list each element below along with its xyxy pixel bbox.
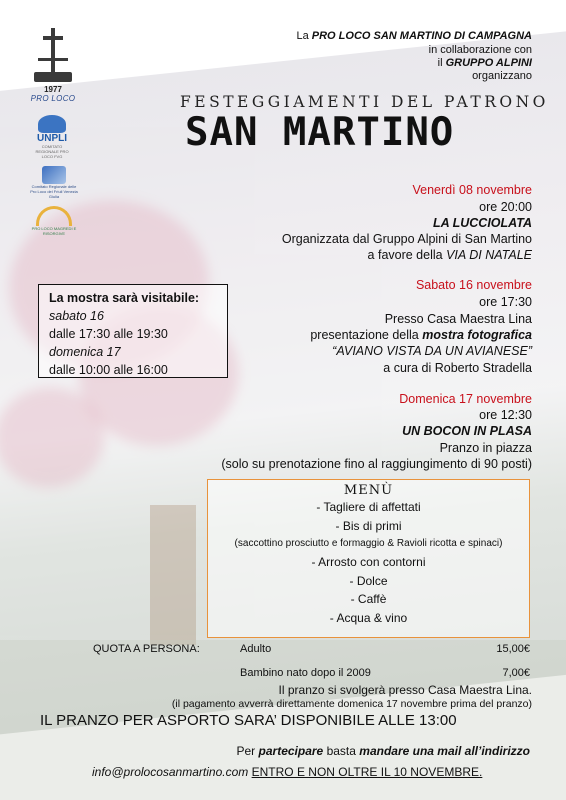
adult-price: 15,00€ [496, 643, 530, 655]
menu-title: MENÙ [343, 483, 394, 498]
day3-event-name: UN BOCON IN PLASA [402, 424, 532, 438]
menu-item: - Tagliere di affettati [316, 500, 421, 514]
contact-email[interactable]: info@prolocosanmartino.com [92, 765, 249, 779]
day3-time: ore 12:30 [479, 408, 532, 422]
day2-place: Presso Casa Maestra Lina [384, 312, 532, 326]
regional-committee-logo [30, 166, 78, 199]
exhibition-hours1: dalle 17:30 alle 19:30 [49, 327, 168, 341]
event-title: SAN MARTINO [185, 110, 455, 155]
magredi-logo [30, 206, 78, 236]
partner-line: il GRUPPO ALPINI [437, 57, 532, 69]
region-emblem-icon [42, 166, 66, 184]
price-label: QUOTA A PERSONA: [93, 643, 200, 655]
registration-deadline: ENTRO E NON OLTRE IL 10 NOVEMBRE. [251, 765, 483, 779]
adult-label: Adulto [240, 643, 272, 655]
day1-date: Venerdì 08 novembre [412, 183, 532, 197]
lunch-place-note: Il pranzo si svolgerà presso Casa Maestra Lina. [278, 683, 532, 697]
magredi-text: PRO LOCO MAGREDI E RISORGIVE [31, 226, 77, 236]
organizer-line: La PRO LOCO SAN MARTINO DI CAMPAGNA [296, 30, 532, 42]
menu-item: - Bis di primi [335, 518, 402, 533]
day3-booking-note: (solo su prenotazione fino al raggiungimento di 90 posti) [221, 457, 532, 471]
exhibition-hours2: dalle 10:00 alle 16:00 [49, 363, 168, 377]
menu-item: - Acqua & vino [329, 610, 408, 625]
unpli-name: UNPLI [37, 133, 67, 144]
day2-exhibit-title: “AVIANO VISTA DA UN AVIANESE” [332, 344, 532, 358]
day1-beneficiary: a favore della VIA DI NATALE [367, 248, 532, 262]
day2-date: Sabato 16 novembre [415, 278, 532, 292]
unpli-subtitle: COMITATO REGIONALE PRO LOCO FVG [35, 144, 69, 159]
exhibition-day2: domenica 17 [49, 345, 121, 359]
proloco-name: PRO LOCO [30, 94, 76, 103]
day1-event-name: LA LUCCIOLATA [432, 216, 532, 230]
day1-time: ore 20:00 [479, 200, 532, 214]
unpli-emblem-icon [38, 115, 66, 133]
organize-line: organizzano [472, 70, 532, 82]
unpli-logo [30, 115, 74, 159]
menu-box [207, 479, 530, 638]
child-label: Bambino nato dopo il 2009 [240, 667, 371, 679]
payment-note: (il pagamento avverrà direttamente domenica 17 novembre prima del pranzo) [171, 698, 532, 710]
day3-date: Domenica 17 novembre [399, 392, 532, 406]
partner-name: GRUPPO ALPINI [445, 57, 532, 69]
menu-item: - Arrosto con contorni [311, 555, 426, 569]
menu-item-detail: (saccottino prosciutto e formaggio & Ravioli ricotta e spinaci) [234, 538, 503, 549]
participation-line: Per partecipare basta mandare una mail all’indirizzo [236, 744, 530, 758]
day2-curator: a cura di Roberto Stradella [383, 361, 532, 375]
day1-description: Organizzata dal Gruppo Alpini di San Martino [281, 232, 532, 246]
event-subtitle: FESTEGGIAMENTI DEL PATRONO [180, 93, 549, 111]
menu-item: - Dolce [349, 573, 388, 588]
organizer-name: PRO LOCO SAN MARTINO DI CAMPAGNA [311, 30, 532, 42]
menu-item: - Caffè [350, 592, 387, 606]
rainbow-arc-icon [36, 206, 72, 226]
exhibition-title: La mostra sarà visitabile: [49, 291, 200, 305]
proloco-emblem-icon [30, 28, 76, 84]
proloco-year: 1977 [44, 85, 62, 94]
bell-tower-image [150, 505, 196, 645]
takeaway-note: IL PRANZO PER ASPORTO SARA’ DISPONIBILE ALLE 13:00 [40, 712, 457, 729]
day2-time: ore 17:30 [479, 295, 532, 309]
region-text: Comitato Regionale delle Pro Loco del Friuli Venezia Giulia [30, 184, 78, 199]
exhibition-hours-box [38, 284, 228, 378]
child-price: 7,00€ [502, 667, 530, 679]
collaboration-line: in collaborazione con [428, 44, 532, 56]
day3-description: Pranzo in piazza [439, 441, 532, 455]
exhibition-day1: sabato 16 [49, 309, 104, 323]
contact-line [92, 765, 482, 779]
proloco-logo [30, 28, 76, 103]
day2-description: presentazione della mostra fotografica [310, 328, 532, 342]
